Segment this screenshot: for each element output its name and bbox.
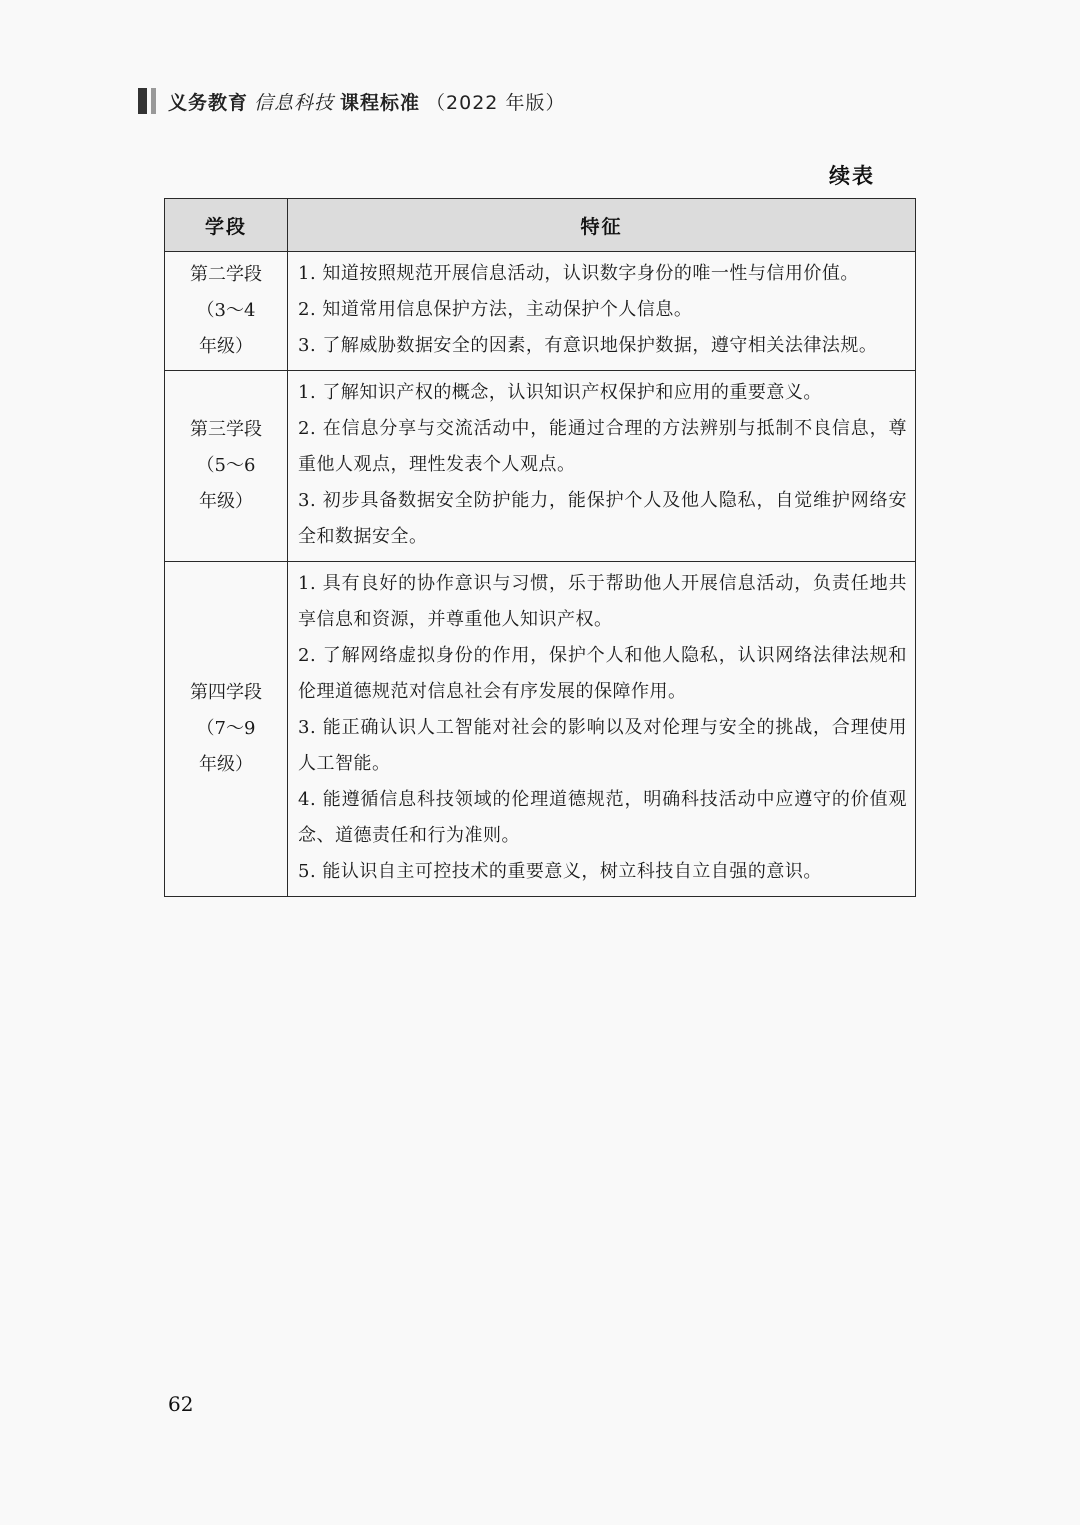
features-cell: [288, 252, 916, 371]
column-header-features: 特征: [288, 199, 916, 252]
table-row-stage-4: [165, 562, 916, 897]
grade-suffix: 年级）: [199, 491, 253, 512]
feature-item: 3. 了解威胁数据安全的因素，有意识地保护数据，遵守相关法律法规。: [298, 335, 878, 356]
features-cell: [288, 562, 916, 897]
feature-item: 3. 能正确认识人工智能对社会的影响以及对伦理与安全的挑战，合理使用人工智能。: [298, 717, 907, 774]
page-number: 62: [168, 1392, 194, 1416]
header-subject: 信息科技: [254, 91, 335, 114]
table-row-stage-2: [165, 252, 916, 371]
continued-table-label: 续表: [829, 164, 875, 188]
header-part2: 课程标准: [340, 91, 421, 114]
grade-suffix: 年级）: [199, 754, 253, 775]
header-title: [168, 88, 565, 115]
stage-features-table: [164, 198, 916, 897]
header-bars-decoration: [138, 88, 156, 114]
feature-item: 3. 初步具备数据安全防护能力，能保护个人及他人隐私，自觉维护网络安全和数据安全。: [298, 490, 907, 547]
feature-item: 2. 在信息分享与交流活动中，能通过合理的方法辨别与抵制不良信息，尊重他人观点，理性发表个人观点。: [298, 418, 907, 475]
stage-cell: [165, 252, 288, 371]
feature-item: 2. 了解网络虚拟身份的作用，保护个人和他人隐私，认识网络法律法规和伦理道德规范对信息社会有序发展的保障作用。: [298, 645, 907, 702]
features-cell: [288, 371, 916, 562]
header-bar-light: [151, 88, 156, 114]
feature-item: 1. 知道按照规范开展信息活动，认识数字身份的唯一性与信用价值。: [298, 263, 859, 284]
feature-item: 4. 能遵循信息科技领域的伦理道德规范，明确科技活动中应遵守的价值观念、道德责任和行为准则。: [298, 789, 907, 846]
header-part1: 义务教育: [168, 91, 249, 114]
stage-cell: [165, 562, 288, 897]
table-row-stage-3: [165, 371, 916, 562]
feature-item: 1. 具有良好的协作意识与习惯，乐于帮助他人开展信息活动，负责任地共享信息和资源，并尊重他人知识产权。: [298, 573, 907, 630]
table-header-row: [165, 199, 916, 252]
stage-name: 第四学段: [190, 682, 262, 703]
header-bar-dark: [138, 88, 147, 114]
column-header-stage: 学段: [165, 199, 288, 252]
grade-range: （7～9: [196, 718, 256, 739]
feature-item: 1. 了解知识产权的概念，认识知识产权保护和应用的重要意义。: [298, 382, 822, 403]
grade-range: （3～4: [196, 300, 256, 321]
grade-suffix: 年级）: [199, 336, 253, 357]
stage-cell: [165, 371, 288, 562]
grade-range: （5～6: [196, 455, 256, 476]
stage-name: 第二学段: [190, 264, 262, 285]
feature-item: 5. 能认识自主可控技术的重要意义，树立科技自立自强的意识。: [298, 861, 822, 882]
feature-item: 2. 知道常用信息保护方法，主动保护个人信息。: [298, 299, 693, 320]
header-edition: （2022 年版）: [426, 91, 566, 114]
stage-name: 第三学段: [190, 419, 262, 440]
running-header: [138, 86, 565, 116]
